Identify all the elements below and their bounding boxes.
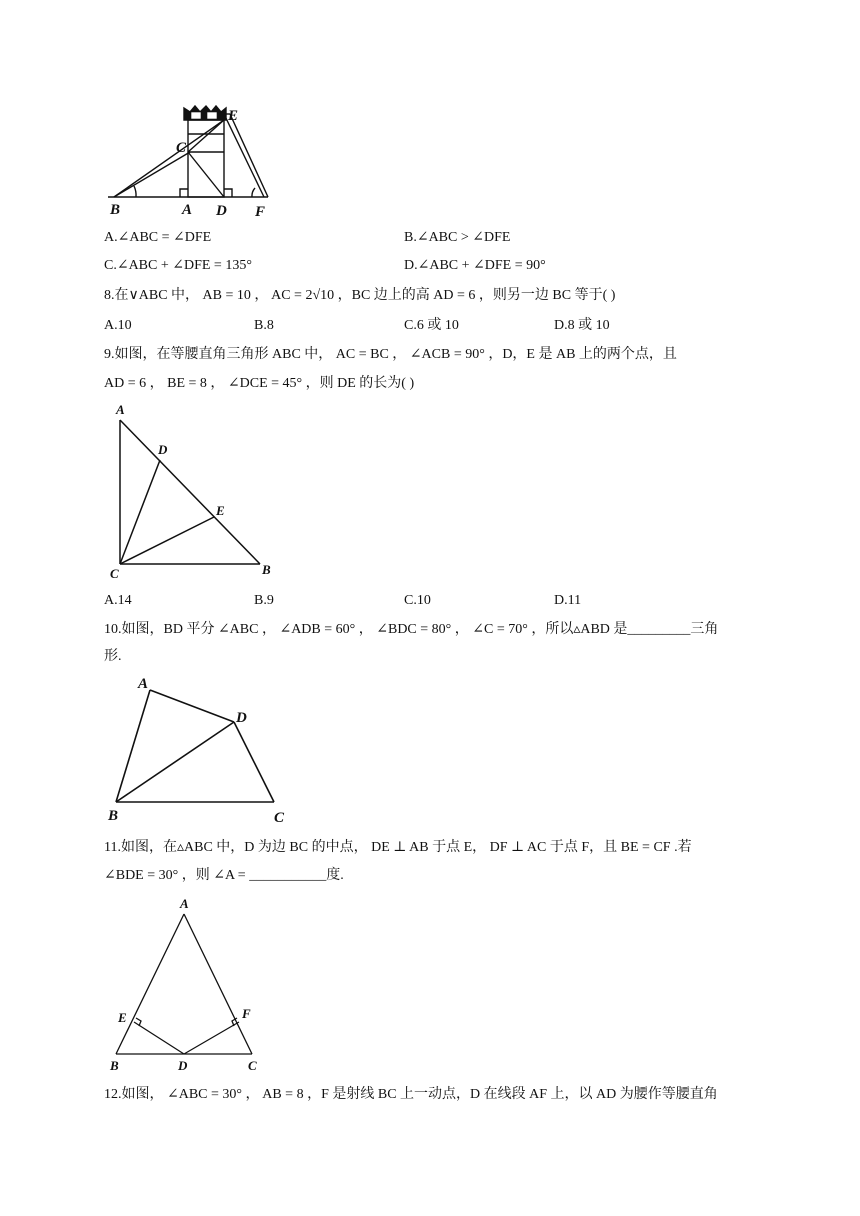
q7-option-c: C.∠ABC + ∠DFE = 135° [104, 258, 252, 273]
q11-stem-line2: ∠BDE = 30° ，则 ∠A = ___________度. [104, 868, 344, 883]
q9-stem-line2: AD = 6 ， BE = 8 ， ∠DCE = 45° ，则 DE 的长为( ) [104, 376, 415, 391]
q9-option-a: A.14 [104, 593, 132, 608]
q7-label-f: F [255, 204, 266, 220]
q9-label-c: C [110, 566, 119, 581]
q11-label-a: A [180, 896, 189, 911]
q8-option-a: A.10 [104, 318, 132, 333]
q8-option-b: B.8 [254, 318, 274, 333]
q11-stem-line1: 11.如图，在▵ABC 中，D 为边 BC 的中点， DE ⊥ AB 于点 E， DF ⊥ AC 于点 F，且 BE = CF .若 [104, 840, 692, 855]
q10-label-d: D [236, 710, 247, 726]
q7-figure [100, 100, 275, 220]
q10-stem-line1: 10.如图，BD 平分 ∠ABC ， ∠ADB = 60° ， ∠BDC = 80° ， ∠C = 70° ，所以▵ABD 是_________三角 [104, 622, 719, 637]
q11-label-d: D [178, 1058, 188, 1073]
q8-option-c: C.6 或 10 [404, 318, 459, 333]
q12-stem-line1: 12.如图， ∠ABC = 30° ， AB = 8 ，F 是射线 BC 上一动点，D 在线段 AF 上，以 AD 为腰作等腰直角 [104, 1087, 718, 1102]
q11-label-b: B [110, 1058, 119, 1073]
q11-label-f: F [242, 1006, 251, 1021]
q9-label-e: E [216, 503, 225, 518]
q10-stem-line2: 形. [104, 649, 122, 664]
q9-label-a: A [116, 402, 125, 417]
q10-label-c: C [274, 810, 285, 826]
q9-stem-line1: 9.如图，在等腰直角三角形 ABC 中， AC = BC ， ∠ACB = 90° ，D，E 是 AB 上的两个点，且 [104, 347, 677, 362]
q7-label-d: D [216, 203, 227, 219]
q7-label-a: A [182, 202, 193, 218]
q9-label-d: D [158, 442, 168, 457]
q10-label-b: B [108, 808, 119, 824]
q9-label-b: B [262, 562, 271, 577]
q8-stem: 8.在∨ABC 中， AB = 10 ， AC = 2√10 ，BC 边上的高 AD = 6 ，则另一边 BC 等于( ) [104, 288, 616, 303]
q7-option-b: B.∠ABC > ∠DFE [404, 230, 511, 245]
q7-option-d: D.∠ABC + ∠DFE = 90° [404, 258, 546, 273]
q7-label-c: C [176, 140, 187, 156]
q7-label-e: E [228, 108, 239, 124]
q11-figure [104, 894, 274, 1074]
q10-figure [104, 672, 304, 827]
q7-option-a: A.∠ABC = ∠DFE [104, 230, 212, 245]
q9-option-b: B.9 [254, 593, 274, 608]
q11-label-e: E [118, 1010, 127, 1025]
q8-option-d: D.8 或 10 [554, 318, 610, 333]
q10-label-a: A [138, 676, 149, 692]
q9-figure [108, 400, 283, 580]
q7-label-b: B [110, 202, 121, 218]
q11-label-c: C [248, 1058, 257, 1073]
q9-option-d: D.11 [554, 593, 582, 608]
q9-option-c: C.10 [404, 593, 431, 608]
